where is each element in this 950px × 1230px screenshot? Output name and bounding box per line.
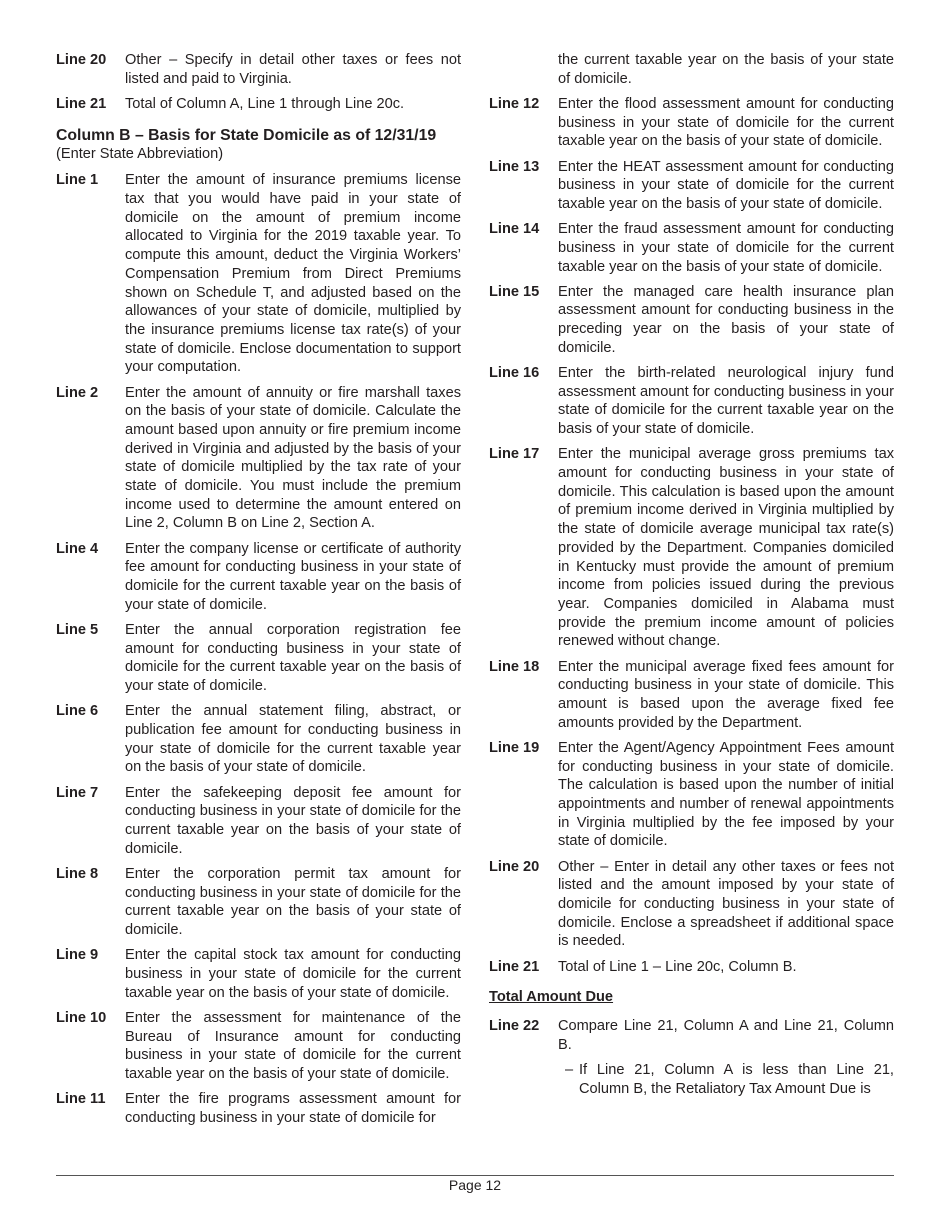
line-text: Enter the amount of insurance premiums license tax that you would have paid in your state of domicile on the amount of premium income allocated to Virginia for the 2019 taxable year. To compute this amount, deduct the Virginia Workers’ Compensation Premium from Direct Premiums shown on Schedule T, and adjusted based on the allowances of your state of domicile, multiplied by the insurance premiums license tax rate(s) of your state of domicile. Enclose documentation to support your computation. xyxy=(125,172,461,376)
line-text: Enter the managed care health insurance plan assessment amount for conducting business in the preceding year on the basis of your state of domicile. xyxy=(558,283,894,356)
line-text: Enter the municipal average fixed fees amount for conducting business in your state of domicile. This amount is based upon the average fixed fee amounts provided by the Department. xyxy=(558,658,894,731)
line-text: Enter the flood assessment amount for conducting business in your state of domicile for the current taxable year on the basis of your state of domicile. xyxy=(558,95,894,150)
line-text: Compare Line 21, Column A and Line 21, Column B. xyxy=(558,1018,894,1053)
line-label: Line 11 xyxy=(56,1091,106,1108)
line-text: Total of Column A, Line 1 through Line 20c. xyxy=(125,95,405,112)
line-label: Line 7 xyxy=(56,784,99,801)
entry-line-22 xyxy=(489,1017,894,1054)
line-text: Enter the company license or certificate of authority fee amount for conducting business in your state of domicile for the current taxable year on the basis of your state of domicile. xyxy=(125,540,461,613)
column-b-heading: Column B – Basis for State Domicile as of 12/31/19 xyxy=(56,126,437,144)
entry-line-11 xyxy=(56,1090,461,1127)
entry-line-19 xyxy=(489,739,894,851)
line-text: the current taxable year on the basis of your state of domicile. xyxy=(558,52,894,87)
total-amount-due-heading: Total Amount Due xyxy=(489,989,614,1006)
line-text: Enter the Agent/Agency Appointment Fees amount for conducting business in your state of domicile. The calculation is based upon the number of initial appointments and number of renewal appointments in Virginia multiplied by the fee imposed by your state of domicile. xyxy=(558,739,894,850)
line-text: Enter the fraud assessment amount for conducting business in your state of domicile for the current taxable year on the basis of your state of domicile. xyxy=(558,221,894,275)
line-label: Line 21 xyxy=(56,95,107,112)
line-label: Line 8 xyxy=(56,865,99,882)
line-label: Line 16 xyxy=(489,365,540,382)
entry-line-2 xyxy=(56,384,461,534)
entry-line-10 xyxy=(56,1009,461,1084)
line-label: Line 17 xyxy=(489,446,540,463)
entry-line-21-col-b xyxy=(489,958,894,977)
line-text: Enter the annual corporation registration fee amount for conducting business in your state of domicile for the current taxable year on the basis of your state of domicile. xyxy=(125,621,461,695)
line-label: Line 15 xyxy=(489,283,540,300)
line-label: Line 1 xyxy=(56,172,99,189)
line-text: Enter the municipal average gross premiums tax amount for conducting business in your state of domicile. This calculation is based upon the amount of premium income derived in Virginia multiplied by the state of domicile average municipal tax rate(s) provided by the Department. Companies domiciled in Kentucky must provide the amount of premium income from policies issued during the previous year. Companies domiciled in Alabama must provide the premium income amount of policies renewed without change. xyxy=(558,446,894,650)
line-text: Other – Specify in detail other taxes or fees not listed and paid to Virginia. xyxy=(125,52,461,87)
entry-line-17 xyxy=(489,445,894,651)
entry-line-14 xyxy=(489,220,894,276)
page-number: Page 12 xyxy=(448,1177,502,1193)
entry-line-15 xyxy=(489,283,894,358)
entry-line-5 xyxy=(56,621,461,696)
left-column xyxy=(56,51,461,1134)
entry-line-9 xyxy=(56,946,461,1002)
line-label: Line 21 xyxy=(489,958,540,975)
line-text: Other – Enter in detail any other taxes or fees not listed and the amount imposed by your state of domicile for conducting business in your state of domicile. Enclose a spreadsheet if additional space is needed. xyxy=(558,858,894,950)
sub-item-text: If Line 21, Column A is less than Line 21, Column B, the Retaliatory Tax Amount Due is xyxy=(579,1061,894,1097)
line-text: Enter the assessment for maintenance of the Bureau of Insurance amount for conducting business in your state of domicile for the current taxable year on the basis of your state of domicile. xyxy=(125,1009,461,1082)
entry-line-6 xyxy=(56,702,461,777)
entry-line-20-col-b xyxy=(489,858,894,952)
line-label: Line 9 xyxy=(56,947,99,964)
line-text: Enter the birth-related neurological injury fund assessment amount for conducting business in your state of domicile for the current taxable year on the basis of your state of domicile. xyxy=(558,365,894,438)
line-label: Line 20 xyxy=(56,52,107,68)
entry-line-20-col-a xyxy=(56,51,461,88)
entry-line-11-continuation xyxy=(489,51,894,88)
line-text: Enter the HEAT assessment amount for conducting business in your state of domicile for the current taxable year on the basis of your state of domicile. xyxy=(558,158,894,212)
line-label: Line 5 xyxy=(56,621,99,638)
entry-line-4 xyxy=(56,540,461,615)
line-text: Total of Line 1 – Line 20c, Column B. xyxy=(558,958,797,975)
entry-line-7 xyxy=(56,784,461,859)
line-label: Line 22 xyxy=(489,1018,540,1035)
line-label: Line 10 xyxy=(56,1009,107,1026)
right-column xyxy=(489,51,894,1098)
line-label: Line 2 xyxy=(56,384,99,401)
line-text: Enter the capital stock tax amount for conducting business in your state of domicile for the current taxable year on the basis of your state of domicile. xyxy=(125,947,461,1001)
entry-line-21-col-a xyxy=(56,95,461,114)
line-text: Enter the fire programs assessment amount for conducting business in your state of domicile for xyxy=(125,1091,461,1126)
entry-line-1 xyxy=(56,171,461,377)
column-b-subheading: (Enter State Abbreviation) xyxy=(56,145,224,162)
line-text: Enter the amount of annuity or fire marshall taxes on the basis of your state of domicile. Calculate the amount based upon annuity or fire premium income derived in Virginia and adjusted by the basis of your state of domicile multiplied by the tax rate of your state of domicile. You must include the premium income used to determine the amount entered on Line 2, Column B on Line 2, Section A. xyxy=(125,384,461,532)
dash-bullet: – xyxy=(565,1061,574,1078)
line-label: Line 20 xyxy=(489,858,540,875)
line-text: Enter the corporation permit tax amount for conducting business in your state of domicile for the current taxable year on the basis of your state of domicile. xyxy=(125,865,461,939)
line-label: Line 12 xyxy=(489,95,540,112)
line-label: Line 4 xyxy=(56,540,99,557)
line-label: Line 14 xyxy=(489,221,540,238)
line-text: Enter the safekeeping deposit fee amount for conducting business in your state of domicile for the current taxable year on the basis of your state of domicile. xyxy=(125,784,461,857)
line-22-sub-item xyxy=(489,1061,894,1098)
entry-line-18 xyxy=(489,658,894,733)
entry-line-12 xyxy=(489,95,894,151)
entry-line-16 xyxy=(489,364,894,439)
entry-line-8 xyxy=(56,865,461,940)
entry-line-13 xyxy=(489,158,894,214)
footer-divider xyxy=(56,1175,894,1176)
line-label: Line 13 xyxy=(489,158,540,175)
line-label: Line 18 xyxy=(489,658,540,675)
line-label: Line 19 xyxy=(489,739,540,756)
line-text: Enter the annual statement filing, abstract, or publication fee amount for conducting business in your state of domicile for the current taxable year on the basis of your state of domicile. xyxy=(125,703,461,776)
line-label: Line 6 xyxy=(56,703,99,720)
